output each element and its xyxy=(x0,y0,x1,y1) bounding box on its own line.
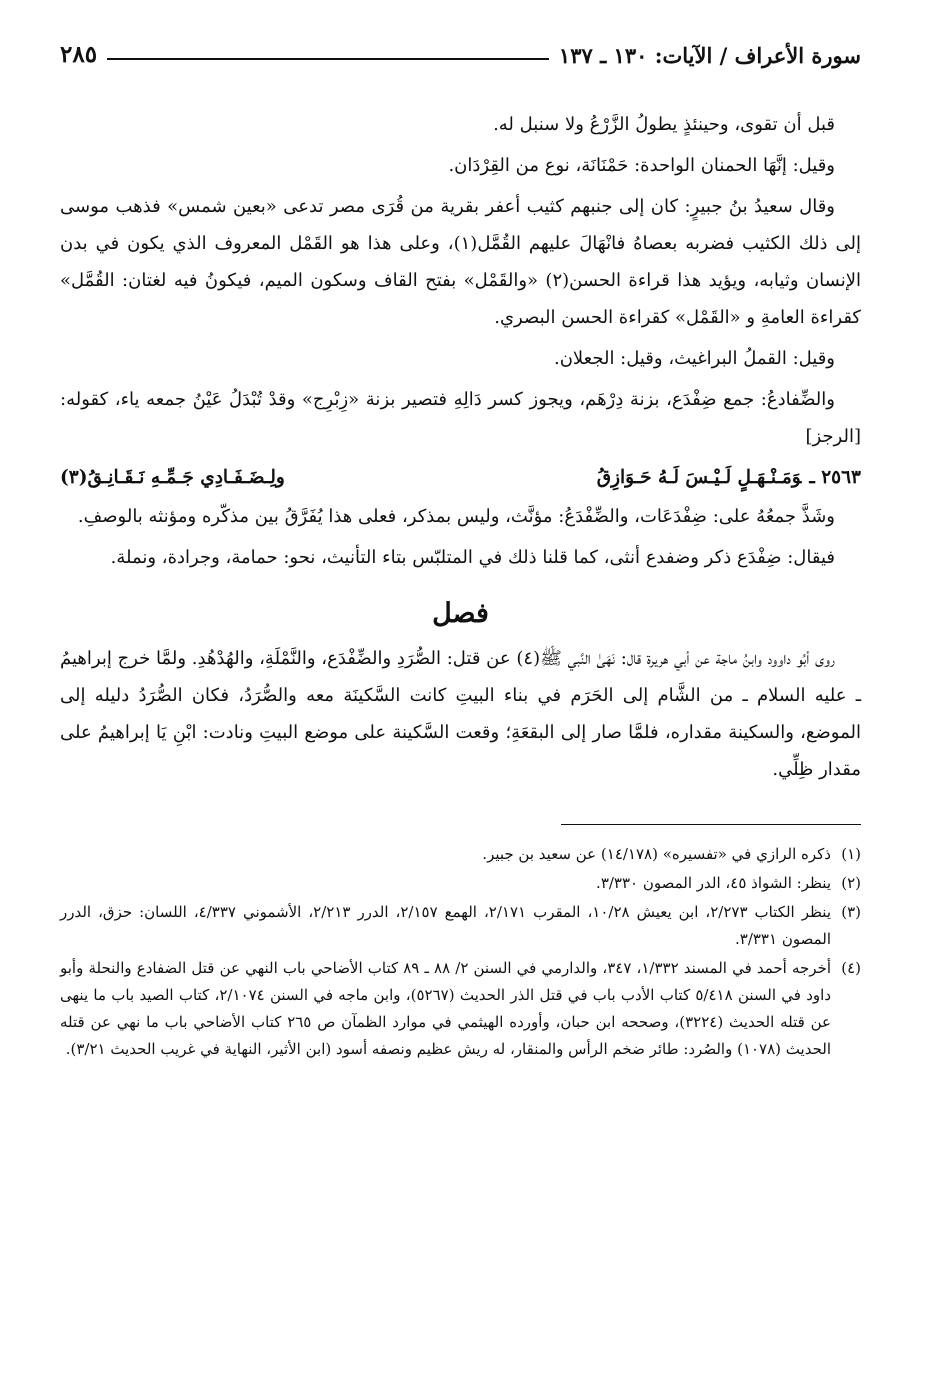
footnote-text: ينظر: الشواذ ٤٥، الدر المصون ٣/٣٣٠. xyxy=(596,874,831,892)
paragraph: والضِّفادعُ: جمع ضِفْدَع، بزنة دِرْهَم، ويجوز كسر دَالِهِ فتصير بزنة «زِبْرِج» وقدْ تُبْدَلُ عَيْنُ جمعه ياء، كقوله: [الرجز] xyxy=(60,389,861,447)
main-text xyxy=(60,106,861,788)
footnote xyxy=(60,955,861,1063)
paragraph: وشَذَّ جمعُهُ على: ضِفْدَعَات، والضِّفْدَعُ: مؤنَّث، وليس بمذكر، فعلى هذا يُفَرَّقُ بين مذكّره ومؤنثه بالوصفِ. xyxy=(77,506,835,527)
page-number: ٢٨٥ xyxy=(60,41,98,68)
poetry-verse xyxy=(60,459,861,496)
header-rule xyxy=(107,58,549,60)
paragraph: فيقال: ضِفْدَع ذكر وضفدع أنثى، كما قلنا ذلك في المتلبّس بتاء التأنيث، نحو: حمامة، وجرادة، ونملة. xyxy=(110,547,835,568)
section-paragraph: روى أبُو داوود وابنُ ماجة عن أبي هريرة قال: نَهَىٰ النَّبي ﷺ(٤) عن قتل: الصُّرَدِ والضِّفْدَع، والنَّمْلَةِ، والهُدْهُدِ. ولمَّا خرج إبراهيمُ ـ عليه السلام ـ من الشَّام إلى الحَرَم في بناء البيتِ كانت السَّكينَة معه والصُّرَدُ، فكان الصُّرَدُ دليله إلى الموضع، والسكينة مقداره، فلمَّا صار إلى البقعَةِ؛ وقعت السَّكينة على موضع البيتِ ونادت: ابْنِ يَا إبراهيمُ على مقدار ظِلِّي. xyxy=(60,648,861,780)
footnote-text: ينظر الكتاب ٢/٢٧٣، ابن يعيش ١٠/٢٨، المقرب ٢/١٧١، الهمع ٢/١٥٧، الدرر ٢/٢١٣، الأشموني ٤/٣٣٧، اللسان: حزق، الدرر المصون ٣/٣٣١. xyxy=(60,903,832,948)
verse-second-hemistich: ولِـضَـفَـادِي جَـمِّـهِ نَـقَـانِـقُ(٣) xyxy=(60,467,285,488)
footnote xyxy=(60,841,861,868)
footnote xyxy=(60,899,861,953)
footnotes xyxy=(60,841,861,1063)
footnote xyxy=(60,870,861,897)
paragraph: وقال سعيدُ بنُ جبيرٍ: كان إلى جنبهم كثيب أعفر بقرية من قُرَى مصر تدعى «بعين شمس» فذهب موسى إلى ذلك الكثيب فضربه بعصاهُ فانْهَالَ عليهم القُمَّل(١)، وعلى هذا هو القَمْل المعروف الذي يكون في بدن الإنسان وثيابه، ويؤيد هذا قراءة الحسن(٢) «والقَمْل» بفتح القاف وسكون الميم، فيكونُ فيه لغتان: القُمَّل» كقراءة العامةِ و «القَمْل» كقراءة الحسن البصري. xyxy=(60,196,861,328)
footnote-text: ذكره الرازي في «تفسيره» (١٤/١٧٨) عن سعيد بن جبير. xyxy=(482,845,831,863)
paragraph: قبل أن تقوى، وحينئذٍ يطولُ الزَّرْعُ ولا سنبل له. xyxy=(493,114,835,135)
paragraph: وقيل: القملُ البراغيث، وقيل: الجعلان. xyxy=(553,348,835,369)
footnote-number: (٢) xyxy=(841,874,861,892)
verse-first-hemistich: ٢٥٦٣ ـوَمَـنْـهَـلٍ لَـيْـسَ لَـهُ حَـوَازِقُ xyxy=(596,467,861,488)
footnote-separator xyxy=(561,824,861,825)
footnote-number: (٣) xyxy=(841,903,861,921)
footnote-text: أخرجه أحمد في المسند ١/٣٣٢، ٣٤٧، والدارمي في السنن ٢/ ٨٨ ـ ٨٩ كتاب الأضاحي باب النهي عن قتل الضفادع والنحلة وأبو داود في السنن ٥/٤١٨ كتاب الأدب باب في قتل الذر الحديث (٥٢٦٧)، وابن ماجه في السنن ٢/١٠٧٤، كتاب الصيد باب ما ينهى عن قتله الحديث (٣٢٢٤)، وصححه ابن حبان، وأورده الهيثمي في موارد الظمآن ص ٢٦٥ كتاب الأضاحي باب ما نهي عن قتله الحديث (١٠٧٨) والصُرد: طائر ضخم الرأس والمنقار، له ريش عظيم ونصفه أسود (ابن الأثير، النهاية في غريب الحديث ٣/٢١). xyxy=(60,959,832,1058)
paragraph: وقيل: إنَّهَا الحمنان الواحدة: حَمْنَانَة، نوع من القِرْدَان. xyxy=(448,155,835,176)
running-title: سورة الأعراف / الآيات: ١٣٠ ـ ١٣٧ xyxy=(558,43,861,68)
running-header xyxy=(60,28,861,68)
section-heading: فصل xyxy=(432,598,489,629)
footnote-number: (١) xyxy=(841,845,861,863)
footnote-number: (٤) xyxy=(841,959,861,977)
verse-number: ٢٥٦٣ ـ xyxy=(809,467,861,488)
